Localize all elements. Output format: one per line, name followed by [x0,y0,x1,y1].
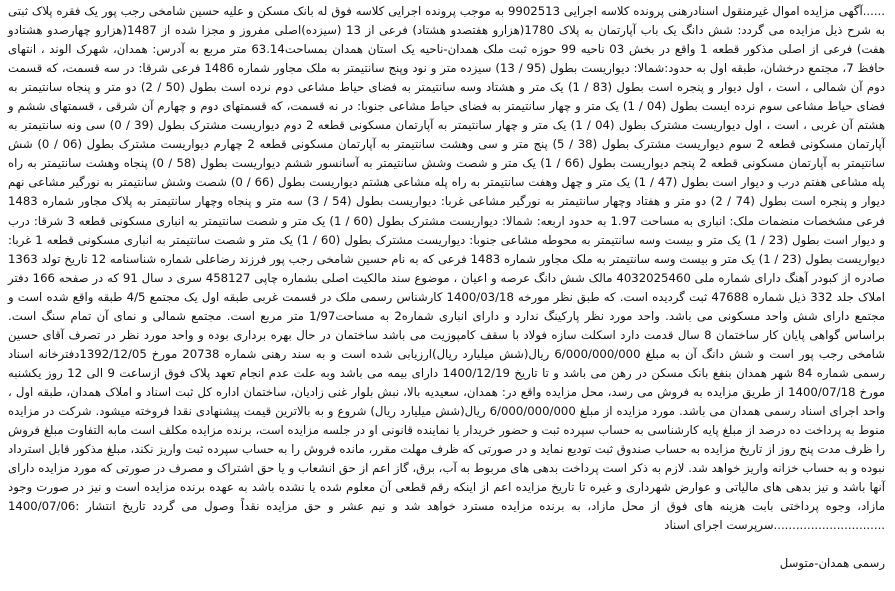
notice-signature: رسمی همدان-متوسل [779,556,885,570]
auction-notice-text: ......آگهی مزایده اموال غیرمنقول اسنادرهنی پرونده کلاسه اجرایی 9902513 به موجب پرونده اجرایی کلاسه فوق له بانک مسکن و علیه حسین شامخی رجب پور یک فقره پلاک ثبتی به شرح ذیل مزایده می گردد: شش دانگ یک باب آپارتمان به پلاک 1780(هزارو هفتصدو هشتاد) فرعی از 13 (سیزده)اصلی مفروز و مجزا شده از 1487(هزارو چهارصدو هشتادو هفت) فرعی از اصلی مذکور قطعه 1 واقع در بخش 03 ناحیه 99 حوزه ثبت ملک همدان-ناحیه یک استان همدان بمساحت63.14 متر مربع به آدرس: همدان، شهرک الوند ، انتهای حافظ 7، مجتمع درخشان، طبقه اول به حدود:شمالا: دیواریست بطول (95 / 13) سیزده متر و نود وپنج سانتیمتر به ملک مجاور شماره 1486 فرعی شرقا: در سه قسمت، که قسمت دوم آن شمالی ، است ، اول دیوار و پنجره است بطول (83 / 1) یک متر و هشتاد وسه سانتیمتر به فضای حیاط مشاعی دوم نرده است بطول (50 / 2) دو متر و پنجاه سانتیمتر به فضای حیاط مشاعی سوم نرده ایست بطول (04 / 1) یک متر و چهار سانتیمتر به فضای حیاط مشاعی جنوبا: در نه قسمت، که قسمتهای دوم و چهارم آن شرقی ، قسمتهای ششم و هشتم آن غربی ، است ، اول دیواریست مشترک بطول (04 / 1) یک متر و چهار سانتیمتر به آپارتمان مسکونی قطعه 2 دوم دیواریست مشترک بطول (39 / 0) سی ونه سانتیمتر به آپارتمان مسکونی قطعه 2 سوم دیواریست مشترک بطول (38 / 5) پنج متر و سی وهشت سانتیمتر به آپارتمان مسکونی قطعه 2 چهارم دیواریست مشترک بطول (06 / 0) شش سانتیمتر به آپارتمان مسکونی قطعه 2 پنجم دیواریست بطول (66 / 1) یک متر و شصت وشش سانتیمتر به آسانسور ششم دیواریست بطول (58 / 0) پنجاه وهشت سانتیمتر به راه پله مشاعی هفتم درب و دیوار است بطول (47 / 1) یک متر و چهل وهفت سانتیمتر به راه پله مشاعی هشتم دیواریست بطول (66 / 0) شصت وشش سانتیمتر به نورگیر مشاعی نهم دیوار و پنجره است بطول (74 / 2) دو متر و هفتاد وچهار سانتیمتر به نورگیر مشاعی غربا: دیواریست بطول (54 / 3) سه متر و پنجاه وچهار سانتیمتر به پلاک مجاور شماره 1483 فرعی مشخصات منضمات ملک: انباری به مساحت 1.97 به حدود اربعه: شمالا: دیواریست مشترک بطول (60 / 1) یک متر و شصت سانتیمتر به انباری مسکونی قطعه 3 شرقا: درب و دیوار است بطول (23 / 1) یک متر و بیست وسه سانتیمتر به محوطه مشاعی جنوبا: دیواریست مشترک بطول (60 / 1) یک متر و شصت سانتیمتر به انباری مسکونی قطعه 1 غربا: دیواریست بطول (23 / 1) یک متر و بیست وسه سانتیمتر به ملک مجاور شماره 1483 فرعی که به نام حسین شامخی رجب پور فرزند رضاعلی شماره شناسنامه 12 تاریخ تولد 1363 صادره از کبودر آهنگ دارای شماره ملی 4032025460 مالک شش دانگ عرصه و اعیان ، موضوع سند مالکیت اصلی بشماره چاپی 458127 سری د سال 91 که در صفحه 166 دفتر املاک جلد 332 ذیل شماره 47688 ثبت گردیده است. که طبق نظر مورخه 1400/03/18 کارشناس رسمی ملک در قسمت غربی طبقه اول یک مجتمع 4/5 طبقه واقع شده است و مجتمع دارای شش واحد مسکونی می باشد. واحد مورد نظر پارکینگ ندارد و دارای انباری شماره2 به مساحت1/97 متر مربع است. مجتمع شمالی و نمای آن تمام سنگ است. براساس گواهی پایان کار ساختمان 8 سال قدمت دارد اسکلت سازه فولاد با سقف کامپوزیت می باشد ساختمان در حال بهره برداری بوده و واحد مورد نظر در تصرف آقای حسین شامخی رجب پور است و شش دانگ آن به مبلغ 6/000/000/000 ریال(شش میلیارد ریال)ارزیابی شده است و به سند رهنی شماره 20738 مورخ 1392/12/05دفترخانه اسناد رسمی شماره 84 شهر همدان بنفع بانک مسکن در رهن می باشد و تا تاریخ 1400/12/19 دارای بیمه می باشد وبه علت عدم انجام تعهد پلاک فوق ازساعت 9 الی 12 روز یکشنبه مورخ 1400/07/18 از طریق مزایده به فروش می رسد، محل مزایده واقع در: همدان، سعیدیه بالا، نبش بلوار غنی زادیان، ساختمان اداره کل ثبت اسناد و املاک همدان، طبقه اول ، واحد اجرای اسناد رسمی همدان می باشد. مورد مزایده از مبلغ 6/000/000/000 ریال(شش میلیارد ریال) شروع و به بالاترین قیمت پیشنهادی نقدا فروخته میشود. شرکت در مزایده منوط به پرداخت ده درصد از مبلغ پایه کارشناسی به حساب سپرده ثبت و حضور خریدار یا نماینده قانونی او در جلسه مزایده است، برنده مزایده مکلف است مابه التفاوت مبلغ فروش را ظرف مدت پنج روز از تاریخ مزایده به حساب صندوق ثبت تودیع نماید و در صورتی که ظرف مهلت مقرر، مانده فروش را به حساب سپرده ثبت واریز نکند، مبلغ مذکور قابل استرداد نبوده و به حساب خزانه واریز خواهد شد. لازم به ذکر است پرداخت بدهی های مربوط به آب، برق، گاز اعم از حق انشعاب و یا حق اشتراک و مصرف در صورتی که مورد مزایده دارای آنها باشد و نیز بدهی های مالیاتی و عوارض شهرداری و غیره تا تاریخ مزایده اعم از اینکه رقم قطعی آن معلوم شده یا نشده باشد به عهده برنده مزایده است و نیز در صورت وجود مازاد، وجوه پرداختی بابت هزینه های فوق از محل مازاد، به برنده مزایده مسترد خواهد شد و نیم عشر و حق مزایده نقداً وصول می گردد تاریخ انتشار :1400/07/06 ..............................سرپرست اجرای اسناد [8,4,886,533]
